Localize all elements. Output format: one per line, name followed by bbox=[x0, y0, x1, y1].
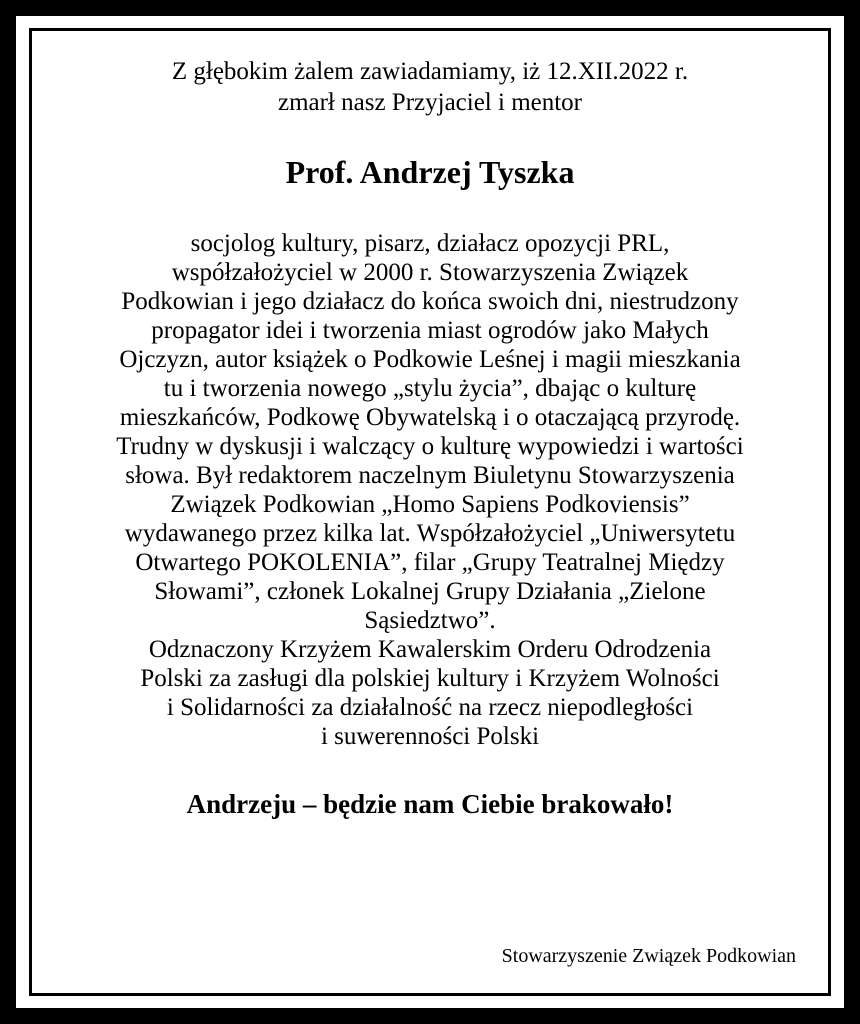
bio-line: i Solidarności za działalność na rzecz niepodległości bbox=[166, 694, 694, 721]
bio-line: Trudny w dyskusji i walczący o kulturę wypowiedzi i wartości bbox=[116, 433, 744, 460]
bio-line: i suwerenności Polski bbox=[320, 723, 540, 750]
bio-line: słowa. Był redaktorem naczelnym Biuletynu Stowarzyszenia bbox=[125, 462, 735, 489]
bio-line: Polski za zasługi dla polskiej kultury i Krzyżem Wolności bbox=[140, 665, 720, 692]
intro-line: zmarł nasz Przyjaciel i mentor bbox=[277, 89, 583, 116]
bio-line: tu i tworzenia nowego „stylu życia”, dbając o kulturę bbox=[163, 375, 697, 402]
bio-line: propagator idei i tworzenia miast ogrodów jako Małych bbox=[151, 317, 709, 344]
bio-line: Otwartego POKOLENIA”, filar „Grupy Teatralnej Między bbox=[135, 549, 725, 576]
biography bbox=[44, 229, 816, 751]
bio-line: wydawanego przez kilka lat. Współzałożyciel „Uniwersytetu bbox=[124, 520, 736, 547]
bio-line: mieszkańców, Podkowę Obywatelską i o otaczającą przyrodę. bbox=[119, 404, 741, 431]
bio-line: Słowami”, członek Lokalnej Grupy Działania „Zielone bbox=[154, 578, 706, 605]
bio-line: współzałożyciel w 2000 r. Stowarzyszenia Związek bbox=[171, 259, 689, 286]
bio-line: Podkowian i jego działacz do końca swoich dni, niestrudzony bbox=[121, 288, 739, 315]
obituary-content bbox=[44, 56, 816, 820]
deceased-name: Prof. Andrzej Tyszka bbox=[285, 154, 575, 190]
intro-line: Z głębokim żalem zawiadamiamy, iż 12.XII.2022 r. bbox=[171, 58, 689, 85]
bio-line: Odznaczony Krzyżem Kawalerskim Orderu Odrodzenia bbox=[148, 636, 712, 663]
farewell-message: Andrzeju – będzie nam Ciebie brakowało! bbox=[186, 789, 674, 819]
bio-line: Ojczyzn, autor książek o Podkowie Leśnej i magii mieszkania bbox=[119, 346, 741, 373]
bio-line: socjolog kultury, pisarz, działacz opozycji PRL, bbox=[190, 230, 670, 257]
bio-line: Związek Podkowian „Homo Sapiens Podkoviensis” bbox=[170, 491, 690, 518]
signature: Stowarzyszenie Związek Podkowian bbox=[501, 945, 796, 967]
bio-line: Sąsiedztwo”. bbox=[364, 607, 496, 634]
